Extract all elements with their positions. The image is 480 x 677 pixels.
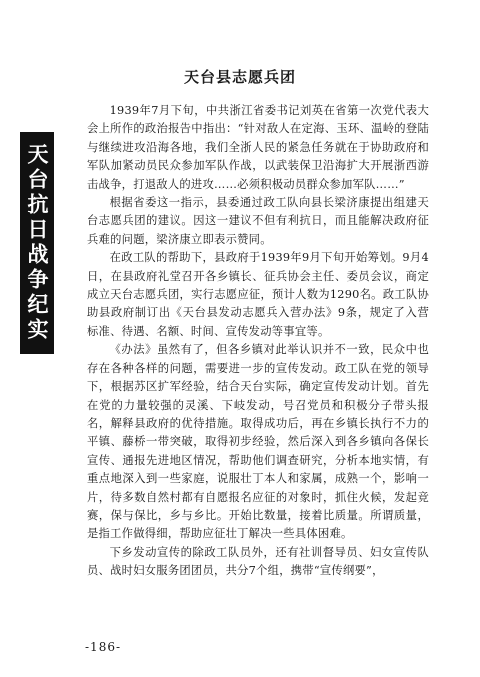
paragraph-3: 在政工队的帮助下，县政府于1939年9月下旬开始筹划。9月4日，在县政府礼堂召开各乡镇长、征兵协会主任、委员会议，商定成立天台志愿兵团，实行志愿应征，预计人数为1290名。政工队协助县政府制订出《天台县发动志愿兵入营办法》9条，规定了入营标准、待遇、名额、时间、宣传发动等事宜等。 [87,251,429,338]
paragraph-1: 1939年7月下旬，中共浙江省委书记刘英在省第一次党代表大会上所作的政治报告中指出：“针对敌人在定海、玉环、温岭的登陆与继续进攻沿海各地，我们全浙人民的紧急任务就在于协助政府和军队加紧动员民众参加军队作战，以武装保卫沿海扩大开展浙西游击战争，打退敌人的进攻……必须积极动员群众参加军队……” [87,104,429,191]
article-body [87,102,429,581]
paragraph-2: 根据省委这一指示，县委通过政工队向县长梁济康提出组建天台志愿兵团的建议。因这一建议不但有利抗日，而且能解决政府征兵难的问题，梁济康立即表示赞同。 [87,196,429,246]
paragraph-5: 下乡发动宣传的除政工队员外，还有社训督导员、妇女宣传队员、战时妇女服务团团员，共分7个组，携带“宣传纲要”， [87,545,429,578]
book-title-side-tab: 天台抗日战争纪实 [20,132,54,354]
page-title: 天台县志愿兵团 [183,68,296,86]
page-number: -186- [85,640,122,654]
paragraph-4: 《办法》虽然有了，但各乡镇对此举认识并不一致，民众中也存在各种各样的问题，需要进一步的宣传发动。政工队在党的领导下，根据苏区扩军经验，结合天台实际，确定宣传发动计划。首先在党的力量较强的灵溪、下岐发动，号召党员和积极分子带头报名，解释县政府的优待措施。取得成功后，再在乡镇长执行不力的平镇、藤桥一带突破，取得初步经验，然后深入到各乡镇向各保长宣传、通报先进地区情况，帮助他们调查研究，分析本地实情，有重点地深入到一些家庭，说服壮丁本人和家属，成熟一个，影响一片，待多数自然村都有自愿报名应征的对象时，抓住火候，发起竞赛，保与保比，乡与乡比。开始比数量，接着比质量。所谓质量，是指工作做得细，帮助应征壮丁解决一些具体困难。 [87,343,429,541]
